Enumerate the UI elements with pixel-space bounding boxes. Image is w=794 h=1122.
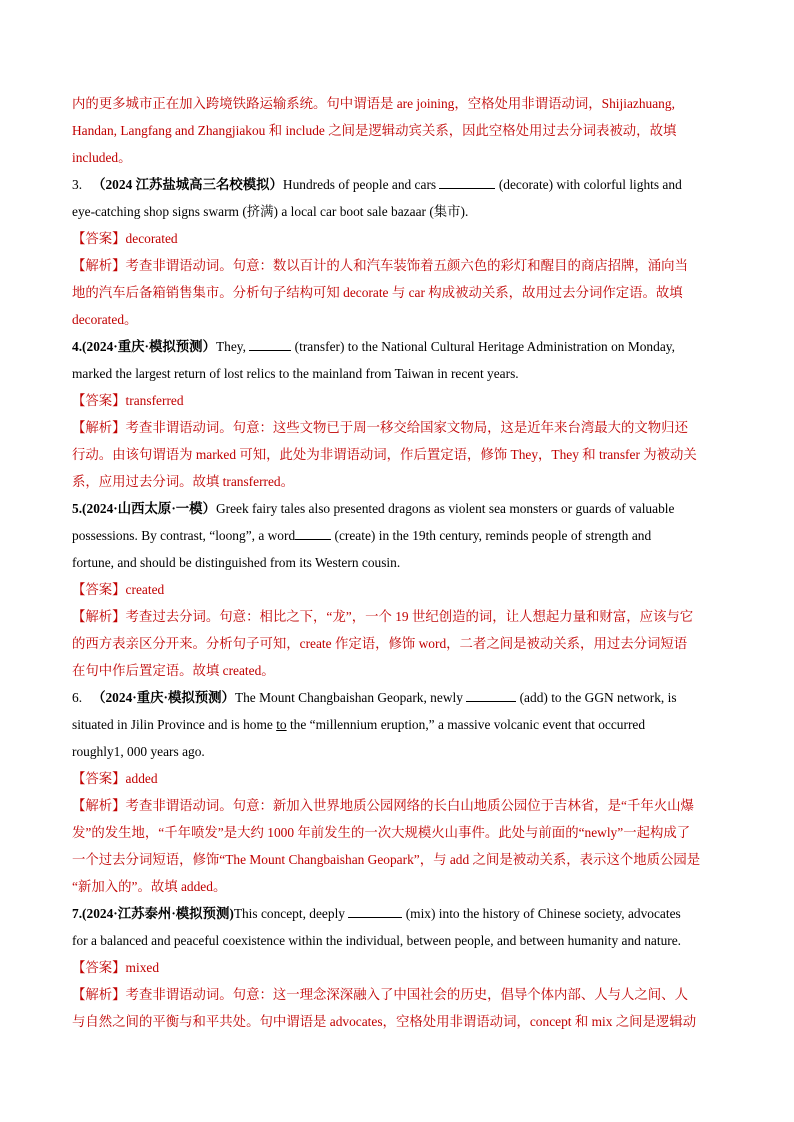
answer-line: 【答案】mixed [72, 960, 160, 975]
question-stem [72, 333, 724, 360]
question-number: 3. [72, 177, 83, 192]
question-source: （2024 江苏盐城高三名校模拟） [92, 177, 283, 192]
answer-line: 【答案】transferred [72, 393, 184, 408]
answer-blank [295, 527, 331, 540]
answer-line: 【答案】created [72, 582, 165, 597]
analysis-line: 在句中作后置定语。故填 created。 [72, 663, 275, 678]
question-text: Greek fairy tales also presented dragons as violent sea monsters or guards of valuable [215, 501, 675, 516]
question-text: (transfer) to the National Cultural Heritage Administration on Monday, [291, 339, 675, 354]
question-text: possessions. By contrast, “loong”, a word (create) in the 19th century, reminds people of strength and [72, 528, 652, 543]
question-text: marked the largest return of lost relics to the mainland from Taiwan in recent years. [72, 366, 519, 381]
question-stem [72, 684, 724, 711]
analysis-line: 【解析】考查非谓语动词。句意：这些文物已于周一移交给国家文物局，这是近年来台湾最大的文物归还 [72, 420, 688, 435]
analysis-line: 【解析】考查非谓语动词。句意：新加入世界地质公园网络的长白山地质公园位于吉林省，是“千年火山爆 [72, 798, 694, 813]
question-text: The Mount Changbaishan Geopark, newly [234, 690, 467, 705]
analysis-line: 地的汽车后备箱销售集市。分析句子结构可知 decorate 与 car 构成被动关系，故用过去分词作定语。故填 [72, 285, 683, 300]
answer-blank [348, 905, 402, 918]
question-number: 6. [72, 690, 83, 705]
question-text: They, [215, 339, 250, 354]
analysis-line: 行动。由该句谓语为 marked 可知，此处为非谓语动词，作后置定语，修饰 They，They 和 transfer 为被动关 [72, 447, 697, 462]
question-stem [72, 900, 724, 927]
analysis-line: Handan, Langfang and Zhangjiakou 和 include 之间是逻辑动宾关系，因此空格处用过去分词表被动，故填 [72, 123, 677, 138]
question-5 [72, 495, 724, 684]
question-number: 4. [72, 339, 83, 354]
analysis-line: included。 [72, 150, 132, 165]
analysis-line: 的西方表亲区分开来。分析句子可知，create 作定语，修饰 word，二者之间是被动关系，用过去分词短语 [72, 636, 688, 651]
analysis-line: 与自然之间的平衡与和平共处。句中谓语是 advocates，空格处用非谓语动词，concept 和 mix 之间是逻辑动 [72, 1014, 697, 1029]
question-text: (decorate) with colorful lights and [495, 177, 682, 192]
question-text: fortune, and should be distinguished from its Western cousin. [72, 555, 401, 570]
question-source: (2024·重庆·模拟预测） [82, 339, 216, 354]
question-source: (2024·山西太原·一模） [82, 501, 216, 516]
question-stem [72, 171, 724, 198]
analysis-line: 发”的发生地，“千年喷发”是大约 1000 年前发生的一次大规模火山事件。此处与前面的“newly”一起构成了 [72, 825, 691, 840]
analysis-line: 一个过去分词短语，修饰“The Mount Changbaishan Geopark”，与 add 之间是被动关系，表示这个地质公园是 [72, 852, 701, 867]
question-source: （2024·重庆·模拟预测） [92, 690, 235, 705]
answer-blank [249, 338, 291, 351]
answer-line: 【答案】decorated [72, 231, 178, 246]
document-page [72, 90, 724, 1035]
answer-line: 【答案】added [72, 771, 158, 786]
question-6 [72, 684, 724, 900]
answer-blank [439, 176, 495, 189]
question-number: 5. [72, 501, 83, 516]
question-7 [72, 900, 724, 1035]
question-text: for a balanced and peaceful coexistence within the individual, between people, and between humanity and nature. [72, 933, 682, 948]
question-text: roughly1, 000 years ago. [72, 744, 205, 759]
question-text: eye-catching shop signs swarm (挤满) a local car boot sale bazaar (集市). [72, 204, 469, 219]
question-text: (mix) into the history of Chinese society, advocates [402, 906, 681, 921]
underlined-word: to [276, 717, 287, 732]
analysis-line: 系，应用过去分词。故填 transferred。 [72, 474, 295, 489]
question-3 [72, 171, 724, 333]
question-stem [72, 495, 724, 522]
analysis-line: decorated。 [72, 312, 138, 327]
question-number: 7. [72, 906, 83, 921]
question-text: (add) to the GGN network, is [516, 690, 677, 705]
question-source: (2024·江苏泰州·模拟预测) [82, 906, 234, 921]
analysis-line: 内的更多城市正在加入跨境铁路运输系统。句中谓语是 are joining，空格处用非谓语动词，Shijiazhuang, [72, 96, 675, 111]
answer-blank [466, 689, 516, 702]
question-4 [72, 333, 724, 495]
question-text: situated in Jilin Province and is home to the “millennium eruption,” a massive volcanic event that occurred [72, 717, 646, 732]
analysis-line: 【解析】考查非谓语动词。句意：数以百计的人和汽车装饰着五颜六色的彩灯和醒目的商店招牌，涌向当 [72, 258, 688, 273]
analysis-line: 【解析】考查过去分词。句意：相比之下，“龙”，一个 19 世纪创造的词，让人想起力量和财富，应该与它 [72, 609, 694, 624]
question-text: This concept, deeply [233, 906, 349, 921]
question-text: Hundreds of people and cars [282, 177, 440, 192]
analysis-line: “新加入的”。故填 added。 [72, 879, 227, 894]
analysis-line: 【解析】考查非谓语动词。句意：这一理念深深融入了中国社会的历史，倡导个体内部、人与人之间、人 [72, 987, 688, 1002]
previous-analysis-continuation [72, 90, 724, 171]
